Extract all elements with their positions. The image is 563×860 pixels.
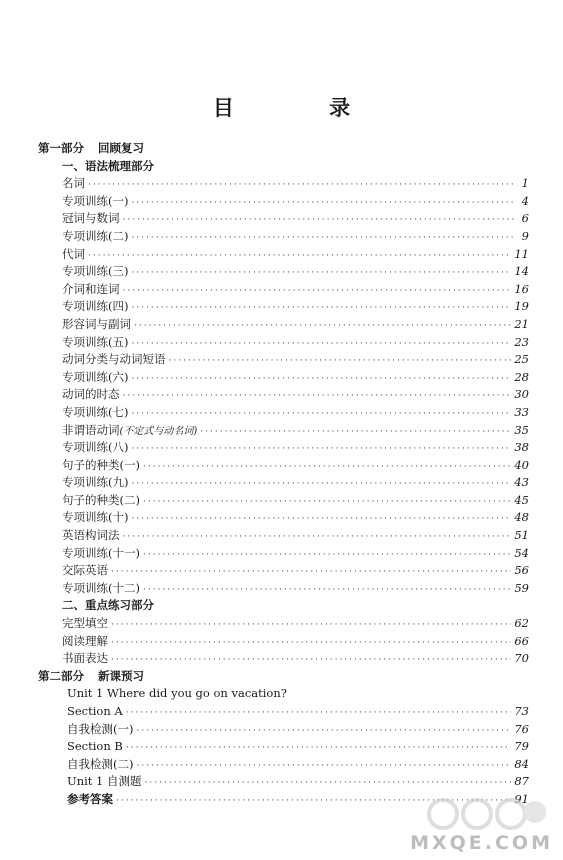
unit-title-label: Unit 1 Where did you go on vacation? xyxy=(67,686,287,701)
toc-entry xyxy=(0,545,563,563)
toc-entry-page: 91 xyxy=(514,791,529,806)
toc-entry xyxy=(0,615,563,633)
toc-entry-page: 14 xyxy=(514,264,529,279)
toc-entry xyxy=(0,527,563,545)
part-one-label: 第一部分 xyxy=(38,141,84,155)
toc-entry-page: 28 xyxy=(514,369,529,384)
toc-entry-page: 48 xyxy=(514,510,529,525)
table-of-contents xyxy=(0,140,563,809)
toc-entry-label: 专项训练(十二) xyxy=(62,580,140,595)
toc-entry xyxy=(0,228,563,246)
toc-entry-label: 动词分类与动词短语 xyxy=(62,352,166,367)
page-title: 目 录 xyxy=(212,95,395,120)
toc-entry-label: 冠词与数词 xyxy=(62,211,120,226)
toc-entry xyxy=(0,738,563,756)
toc-entry-page: 19 xyxy=(514,299,529,314)
toc-entry-page: 43 xyxy=(514,475,529,490)
toc-entry xyxy=(0,263,563,281)
toc-entry-label: 专项训练(十) xyxy=(62,510,129,525)
section-two-heading xyxy=(0,597,563,615)
toc-entry-page: 45 xyxy=(514,492,529,507)
toc-entry xyxy=(0,721,563,739)
toc-entry-page: 56 xyxy=(514,563,529,578)
toc-entry xyxy=(0,562,563,580)
toc-entry-page: 4 xyxy=(521,193,529,208)
toc-entry-label: 专项训练(四) xyxy=(62,299,129,314)
section-one-label: 一、语法梳理部分 xyxy=(62,158,154,173)
toc-entry xyxy=(0,457,563,475)
unit-title xyxy=(0,685,563,703)
section-two-list xyxy=(0,615,563,668)
toc-entry-label: 动词的时态 xyxy=(62,387,120,402)
toc-entry-page: 62 xyxy=(514,616,529,631)
toc-entry-label: 介词和连词 xyxy=(62,281,120,296)
toc-entry-label: 形容词与副词 xyxy=(62,316,131,331)
toc-entry-page: 66 xyxy=(514,633,529,648)
toc-entry-page: 84 xyxy=(514,756,529,771)
toc-entry-page: 9 xyxy=(521,228,529,243)
toc-entry-label: 专项训练(七) xyxy=(62,404,129,419)
part-two-label: 第二部分 xyxy=(38,668,84,683)
toc-entry xyxy=(0,439,563,457)
toc-entry-label: 英语构词法 xyxy=(62,528,120,543)
toc-entry-page: 40 xyxy=(514,457,529,472)
toc-entry-label: 专项训练(二) xyxy=(62,228,129,243)
toc-entry-label: 句子的种类(二) xyxy=(62,492,140,507)
toc-entry-page: 33 xyxy=(514,404,529,419)
toc-entry-page: 16 xyxy=(514,281,529,296)
toc-entry-label: 自我检测(二) xyxy=(67,756,134,771)
toc-entry-label: 专项训练(十一) xyxy=(62,545,140,560)
toc-entry-page: 11 xyxy=(514,246,529,261)
toc-entry-label: 阅读理解 xyxy=(62,633,108,648)
toc-entry-page: 76 xyxy=(514,721,529,736)
toc-entry xyxy=(0,474,563,492)
section-one-heading xyxy=(0,158,563,176)
toc-entry-label: 专项训练(五) xyxy=(62,334,129,349)
toc-entry xyxy=(0,316,563,334)
toc-entry-page: 1 xyxy=(521,176,529,191)
toc-entry xyxy=(0,210,563,228)
toc-entry-page: 54 xyxy=(514,545,529,560)
toc-entry xyxy=(0,703,563,721)
part-two-name: 新课预习 xyxy=(98,668,144,683)
toc-entry-page: 38 xyxy=(514,440,529,455)
toc-entry-label: 代词 xyxy=(62,246,85,261)
toc-entry xyxy=(0,369,563,387)
toc-entry-page: 79 xyxy=(514,739,529,754)
toc-entry-page: 35 xyxy=(514,422,529,437)
section-two-label: 二、重点练习部分 xyxy=(62,598,154,613)
part-two-heading xyxy=(0,668,563,686)
toc-entry xyxy=(0,756,563,774)
toc-entry xyxy=(0,509,563,527)
toc-entry-label: 自我检测(一) xyxy=(67,721,134,736)
toc-entry xyxy=(0,386,563,404)
toc-entry-label: 交际英语 xyxy=(62,563,108,578)
toc-entry-page: 73 xyxy=(514,704,529,718)
toc-entry xyxy=(0,298,563,316)
toc-entry-label: 句子的种类(一) xyxy=(62,457,140,472)
toc-entry xyxy=(0,773,563,791)
toc-entry xyxy=(0,650,563,668)
toc-entry xyxy=(0,492,563,510)
toc-entry-label: 完型填空 xyxy=(62,616,108,631)
toc-entry-page: 23 xyxy=(514,334,529,349)
toc-entry-label: 书面表达 xyxy=(62,651,108,666)
toc-entry-label: 专项训练(三) xyxy=(62,264,129,279)
toc-entry-label: 专项训练(八) xyxy=(62,440,129,455)
toc-entry-label: Unit 1 自测题 xyxy=(67,774,142,789)
section-one-list xyxy=(0,175,563,597)
toc-entry-label: 非谓语动词 xyxy=(62,422,120,437)
toc-entry-label: 名词 xyxy=(62,176,85,191)
toc-entry-page: 6 xyxy=(521,211,529,226)
toc-entry xyxy=(0,633,563,651)
toc-entry xyxy=(0,281,563,299)
toc-entry xyxy=(0,193,563,211)
toc-entry-page: 51 xyxy=(514,528,529,543)
toc-entry-page: 70 xyxy=(514,651,529,666)
toc-entry xyxy=(0,404,563,422)
toc-entry xyxy=(0,422,563,440)
toc-entry-label: 专项训练(一) xyxy=(62,193,129,208)
toc-entry-page: 21 xyxy=(514,316,529,331)
toc-entry-page: 25 xyxy=(514,352,529,367)
toc-entry-label: 专项训练(六) xyxy=(62,369,129,384)
toc-entry-label: 参考答案 xyxy=(67,791,113,806)
toc-entry xyxy=(0,246,563,264)
toc-entry-label: Section A xyxy=(67,704,123,718)
part-one-heading xyxy=(0,140,563,158)
toc-entry-sublabel: (不定式与动名词) xyxy=(119,425,198,437)
toc-entry-page: 87 xyxy=(514,774,529,789)
toc-entry xyxy=(0,580,563,598)
toc-entry xyxy=(0,351,563,369)
part-one-name: 回顾复习 xyxy=(98,141,144,155)
toc-entry xyxy=(0,175,563,193)
toc-entry-label: Section B xyxy=(67,739,123,754)
toc-entry xyxy=(0,334,563,352)
toc-entry-page: 30 xyxy=(514,387,529,402)
toc-entry-label: 专项训练(九) xyxy=(62,475,129,490)
watermark-text: MXQE.COM xyxy=(410,832,553,854)
toc-entry-page: 59 xyxy=(514,580,529,595)
